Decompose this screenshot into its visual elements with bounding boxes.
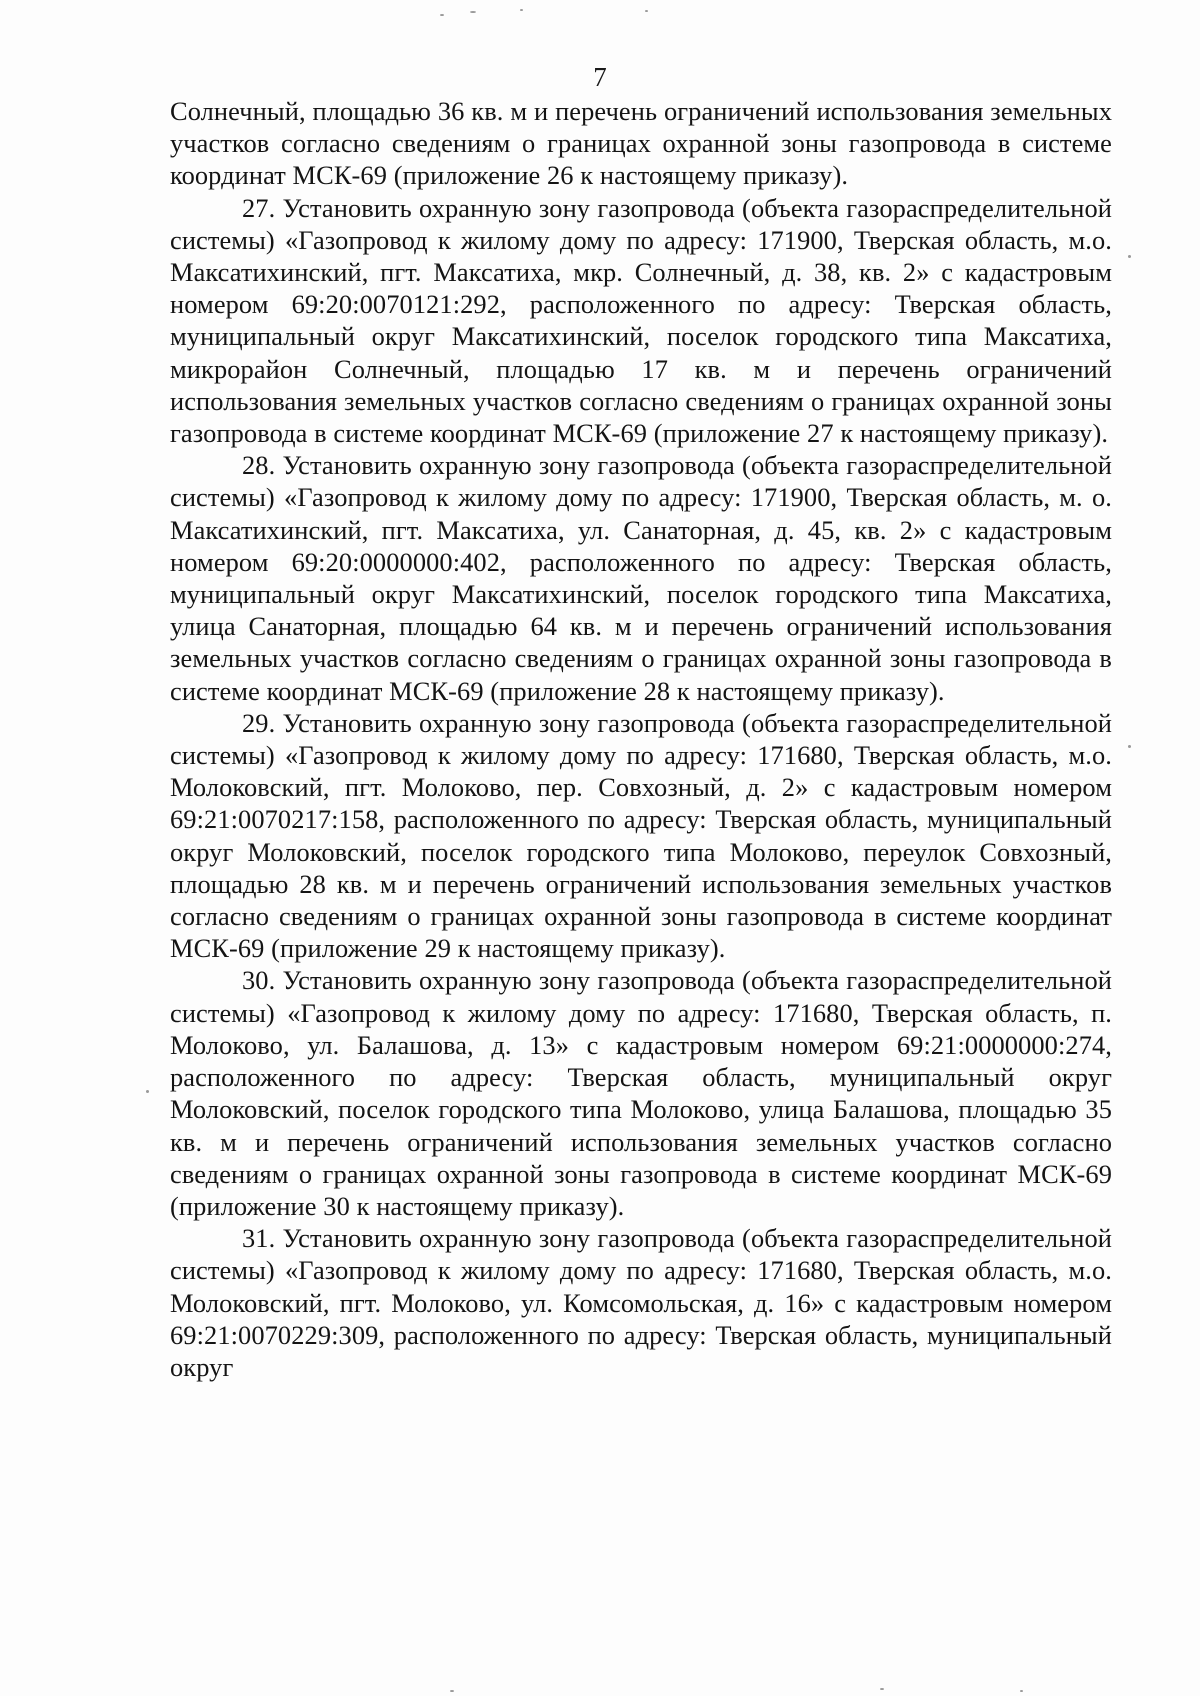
scan-speck bbox=[470, 11, 476, 13]
paragraph-item-30: 30. Установить охранную зону газопровода (объекта газораспределительной системы) «Газопровод к жилому дому по адресу: 171680, Тверская область, п. Молоково, ул. Балашова, д. 13» с кадастровым номером 69:21:0000000:274, расположенного по адресу: Тверская область, муниципальный округ Молоковский, поселок городского типа Молоково, улица Балашова, площадью 35 кв. м и перечень ограничений использования земельных участков согласно сведениям о границах охранной зоны газопровода в системе координат МСК-69 (приложение 30 к настоящему приказу). bbox=[170, 965, 1112, 1221]
scan-speck bbox=[880, 1688, 884, 1690]
paragraph-item-28: 28. Установить охранную зону газопровода (объекта газораспределительной системы) «Газопровод к жилому дому по адресу: 171900, Тверская область, м. о. Максатихинский, пгт. Максатиха, ул. Санаторная, д. 45, кв. 2» с кадастровым номером 69:20:0000000:402, расположенного по адресу: Тверская область, муниципальный округ Максатихинский, поселок городского типа Максатиха, улица Санаторная, площадью 64 кв. м и перечень ограничений использования земельных участков согласно сведениям о границах охранной зоны газопровода в системе координат МСК-69 (приложение 28 к настоящему приказу). bbox=[170, 450, 1112, 706]
scan-speck bbox=[1020, 1690, 1023, 1692]
paragraph-item-31: 31. Установить охранную зону газопровода (объекта газораспределительной системы) «Газопровод к жилому дому по адресу: 171680, Тверская область, м.о. Молоковский, пгт. Молоково, ул. Комсомольская, д. 16» с кадастровым номером 69:21:0070229:309, расположенного по адресу: Тверская область, муниципальный округ bbox=[170, 1223, 1112, 1382]
scan-speck bbox=[450, 1690, 454, 1692]
paragraph-item-29: 29. Установить охранную зону газопровода (объекта газораспределительной системы) «Газопровод к жилому дому по адресу: 171680, Тверская область, м.о. Молоковский, пгт. Молоково, пер. Совхозный, д. 2» с кадастровым номером 69:21:0070217:158, расположенного по адресу: Тверская область, муниципальный округ Молоковский, поселок городского типа Молоково, переулок Совхозный, площадью 28 кв. м и перечень ограничений использования земельных участков согласно сведениям о границах охранной зоны газопровода в системе координат МСК-69 (приложение 29 к настоящему приказу). bbox=[170, 707, 1112, 964]
scan-speck bbox=[1128, 255, 1131, 258]
scan-speck bbox=[645, 10, 648, 12]
scan-speck bbox=[520, 9, 523, 11]
paragraph-continuation: Солнечный, площадью 36 кв. м и перечень ограничений использования земельных участков согласно сведениям о границах охранной зоны газопровода в системе координат МСК-69 (приложение 26 к настоящему приказу). bbox=[170, 96, 1112, 191]
scan-speck bbox=[1128, 745, 1131, 748]
document-body bbox=[170, 95, 1112, 1383]
scan-speck bbox=[146, 1090, 149, 1093]
scan-speck bbox=[440, 14, 444, 16]
paragraph-item-27: 27. Установить охранную зону газопровода (объекта газораспределительной системы) «Газопровод к жилому дому по адресу: 171900, Тверская область, м.о. Максатихинский, пгт. Максатиха, мкр. Солнечный, д. 38, кв. 2» с кадастровым номером 69:20:0070121:292, расположенного по адресу: Тверская область, муниципальный округ Максатихинский, поселок городского типа Максатиха, микрорайон Солнечный, площадью 17 кв. м и перечень ограничений использования земельных участков согласно сведениям о границах охранной зоны газопровода в системе координат МСК-69 (приложение 27 к настоящему приказу). bbox=[170, 192, 1112, 449]
page-number: 7 bbox=[593, 62, 607, 92]
